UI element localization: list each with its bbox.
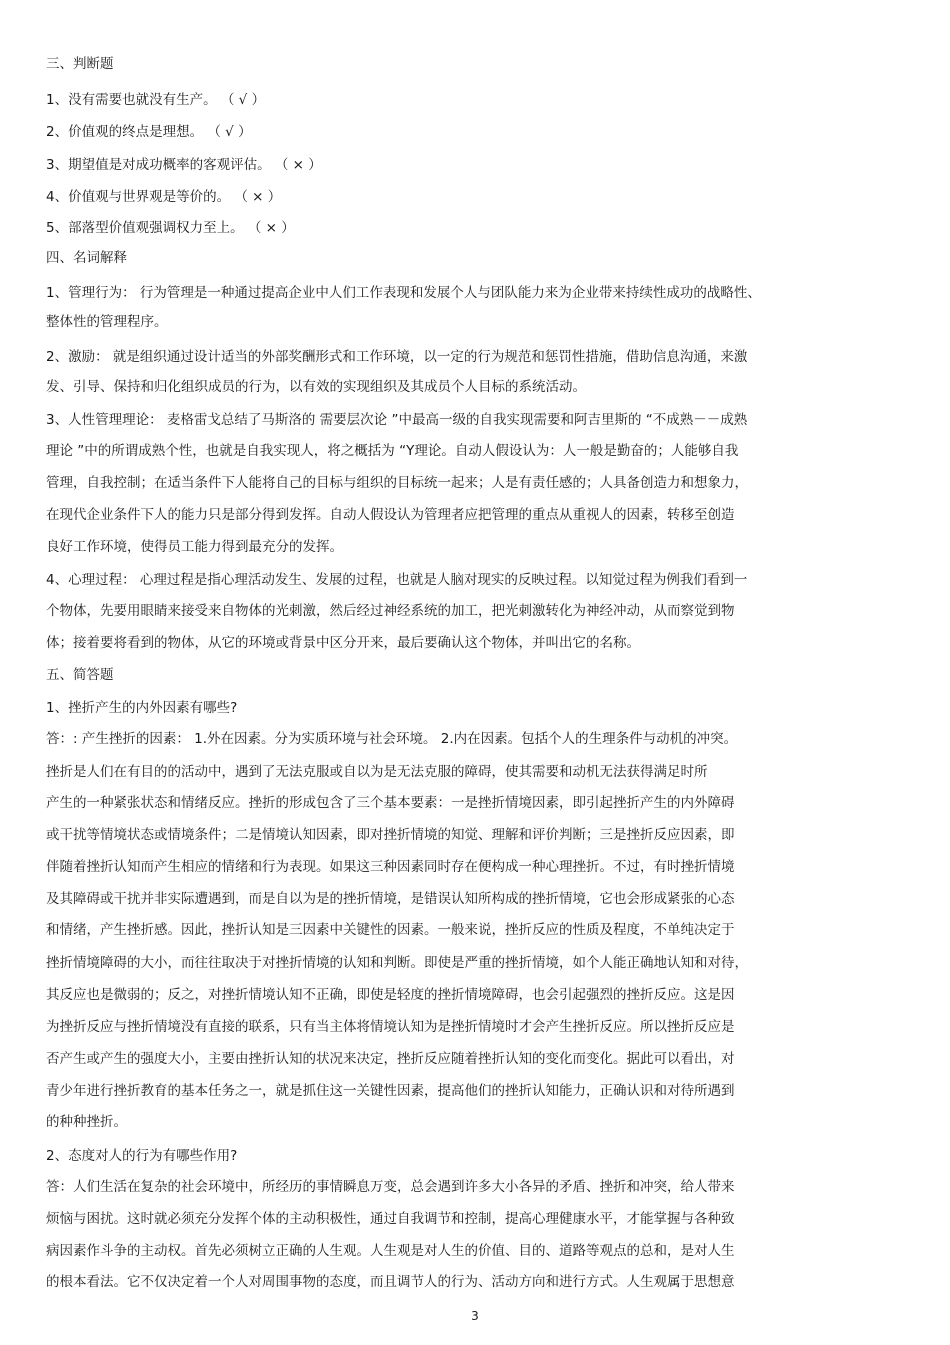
answer-2-line: 的根本看法。它不仅决定着一个人对周围事物的态度，而且调节人的行为、活动方向和进行方式。人生观属于思想意 (46, 1274, 735, 1290)
answer-2-line: 答：人们生活在复杂的社会环境中，所经历的事情瞬息万变，总会遇到许多大小各异的矛盾、挫折和冲突，给人带来 (46, 1179, 735, 1195)
section-heading-terms: 四、名词解释 (46, 250, 127, 266)
term-4-line: 个物体，先要用眼睛来接受来自物体的光刺激，然后经过神经系统的加工，把光刺激转化为神经冲动，从而察觉到物 (46, 603, 735, 619)
judgment-item-3: 3、期望值是对成功概率的客观评估。 （ × ） (46, 157, 322, 173)
answer-1-line: 青少年进行挫折教育的基本任务之一，就是抓住这一关键性因素，提高他们的挫折认知能力，正确认识和对待所遇到 (46, 1083, 735, 1099)
answer-2-line: 病因素作斗争的主动权。首先必须树立正确的人生观。人生观是对人生的价值、目的、道路等观点的总和，是对人生 (46, 1243, 735, 1259)
answer-2-line: 烦恼与困扰。这时就必须充分发挥个体的主动积极性，通过自我调节和控制，提高心理健康水平，才能掌握与各种致 (46, 1211, 735, 1227)
answer-1-line: 或干扰等情境状态或情境条件；二是情境认知因素，即对挫折情境的知觉、理解和评价判断；三是挫折反应因素，即 (46, 827, 735, 843)
answer-1-line: 答：: 产生挫折的因素： 1.外在因素。分为实质环境与社会环境。 2.内在因素。包括个人的生理条件与动机的冲突。 (46, 731, 738, 747)
answer-1-line: 产生的一种紧张状态和情绪反应。挫折的形成包含了三个基本要素：一是挫折情境因素，即引起挫折产生的内外障碍 (46, 795, 735, 811)
term-3-line: 良好工作环境，使得员工能力得到最充分的发挥。 (46, 539, 343, 555)
term-3-line: 在现代企业条件下人的能力只是部分得到发挥。自动人假设认为管理者应把管理的重点从重视人的因素，转移至创造 (46, 507, 735, 523)
question-2: 2、态度对人的行为有哪些作用? (46, 1148, 238, 1164)
answer-1-line: 其反应也是微弱的；反之，对挫折情境认知不正确，即使是轻度的挫折情境障碍，也会引起强烈的挫折反应。这是因 (46, 987, 735, 1003)
answer-1-line: 的种种挫折。 (46, 1114, 127, 1130)
term-4-line: 4、心理过程： 心理过程是指心理活动发生、发展的过程，也就是人脑对现实的反映过程。以知觉过程为例我们看到一 (46, 572, 748, 588)
answer-1-line: 挫折情境障碍的大小，而往往取决于对挫折情境的认知和判断。即使是严重的挫折情境，如个人能正确地认知和对待， (46, 955, 748, 971)
answer-1-line: 和情绪，产生挫折感。因此，挫折认知是三因素中关键性的因素。一般来说，挫折反应的性质及程度，不单纯决定于 (46, 922, 735, 938)
term-1-line: 整体性的管理程序。 (46, 314, 168, 330)
answer-1-line: 挫折是人们在有目的的活动中，遇到了无法克服或自以为是无法克服的障碍，使其需要和动机无法获得满足时所 (46, 764, 708, 780)
page-number: 3 (471, 1309, 479, 1323)
judgment-item-1: 1、没有需要也就没有生产。 （ √ ） (46, 92, 266, 108)
answer-1-line: 否产生或产生的强度大小，主要由挫折认知的状况来决定，挫折反应随着挫折认知的变化而变化。据此可以看出，对 (46, 1051, 735, 1067)
question-1: 1、挫折产生的内外因素有哪些? (46, 700, 238, 716)
term-3-line: 理论 ”中的所谓成熟个性，也就是自我实现人，将之概括为 “Y理论。自动人假设认为：人一般是勤奋的；人能够自我 (46, 443, 739, 459)
term-3-line: 3、人性管理理论： 麦格雷戈总结了马斯洛的 需要层次论 ”中最高一级的自我实现需要和阿吉里斯的 “不成熟－－成熟 (46, 412, 748, 428)
section-heading-true-false: 三、判断题 (46, 56, 114, 72)
judgment-item-5: 5、部落型价值观强调权力至上。 （ × ） (46, 220, 295, 236)
answer-1-line: 及其障碍或干扰并非实际遭遇到，而是自以为是的挫折情境，是错误认知所构成的挫折情境，它也会形成紧张的心态 (46, 891, 735, 907)
term-1-line: 1、管理行为： 行为管理是一种通过提高企业中人们工作表现和发展个人与团队能力来为企业带来持续性成功的战略性、 (46, 285, 761, 301)
term-2-line: 2、激励： 就是组织通过设计适当的外部奖酬形式和工作环境，以一定的行为规范和惩罚性措施，借助信息沟通，来激 (46, 349, 748, 365)
term-2-line: 发、引导、保持和归化组织成员的行为，以有效的实现组织及其成员个人目标的系统活动。 (46, 379, 586, 395)
judgment-item-4: 4、价值观与世界观是等价的。 （ × ） (46, 189, 282, 205)
section-heading-short-answer: 五、简答题 (46, 667, 114, 683)
term-4-line: 体；接着要将看到的物体，从它的环境或背景中区分开来，最后要确认这个物体，并叫出它的名称。 (46, 635, 640, 651)
term-3-line: 管理，自我控制；在适当条件下人能将自己的目标与组织的目标统一起来；人是有责任感的；人具备创造力和想象力， (46, 475, 748, 491)
judgment-item-2: 2、价值观的终点是理想。 （ √ ） (46, 124, 252, 140)
answer-1-line: 为挫折反应与挫折情境没有直接的联系，只有当主体将情境认知为是挫折情境时才会产生挫折反应。所以挫折反应是 (46, 1019, 735, 1035)
answer-1-line: 伴随着挫折认知而产生相应的情绪和行为表现。如果这三种因素同时存在便构成一种心理挫折。不过，有时挫折情境 (46, 859, 735, 875)
